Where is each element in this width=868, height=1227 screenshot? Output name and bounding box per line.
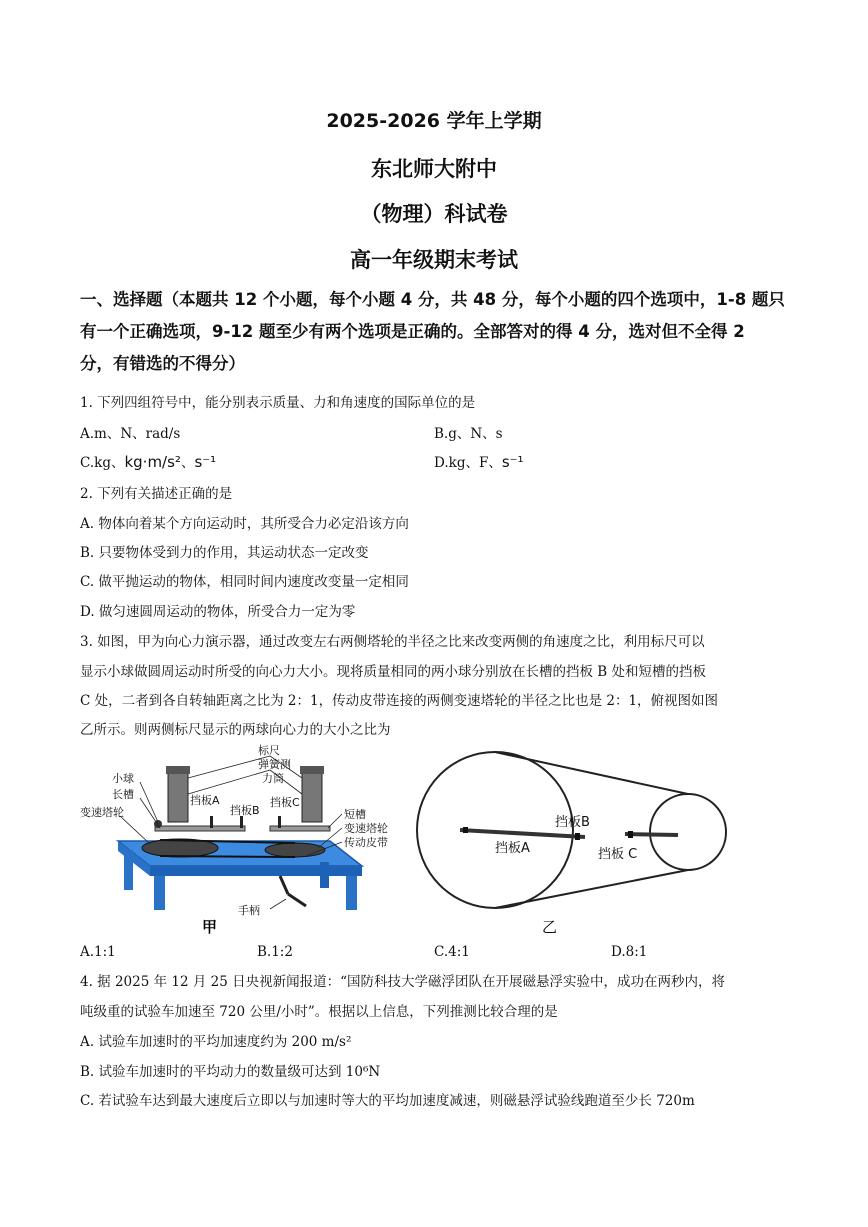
q2-option-c: C. 做平抛运动的物体，相同时间内速度改变量一定相同 — [80, 574, 409, 590]
q3-stem-line: C 处，二者到各自转轴距离之比为 2：1，传动皮带连接的两侧变速塔轮的半径之比也是 2：1，俯视图如图 — [80, 693, 719, 709]
q1-stem: 1. 下列四组符号中，能分别表示质量、力和角速度的国际单位的是 — [80, 395, 476, 411]
q1-option-c-unit2: s⁻¹ — [194, 453, 217, 471]
caption-jia: 甲 — [202, 918, 218, 936]
caption-yi: 乙 — [542, 918, 558, 936]
q3-option-b: B.1:2 — [257, 944, 293, 960]
label-spring-1: 弹簧测 — [258, 758, 291, 771]
q1-option-b: B.g、N、s — [434, 426, 503, 442]
q4-option-b: B. 试验车加速时的平均动力的数量级可达到 10⁶N — [80, 1064, 381, 1080]
q3-option-a: A.1:1 — [80, 944, 116, 960]
right-pulley — [265, 843, 325, 857]
label-spring-2: 力筒 — [262, 772, 284, 785]
label-belt: 传动皮带 — [344, 836, 388, 849]
exam-title: 高一年级期末考试 — [350, 248, 518, 272]
figure-jia — [80, 744, 388, 936]
belt-bottom — [495, 870, 688, 908]
section-instructions — [80, 284, 792, 380]
section-line: 有一个正确选项，9-12 题至少有两个选项是正确的。全部答对的得 4 分，选对但不全得 2 — [80, 322, 745, 341]
long-groove-top — [460, 830, 585, 837]
long-groove — [155, 826, 245, 831]
label-baffle-c: 挡板C — [270, 796, 300, 809]
apparatus-table-front — [150, 866, 362, 876]
label-pulley-left: 变速塔轮 — [80, 806, 124, 819]
q3-option-c: C.4:1 — [434, 944, 470, 960]
label-pulley-right: 变速塔轮 — [344, 822, 388, 835]
q4-option-a: A. 试验车加速时的平均加速度约为 200 m/s² — [80, 1034, 352, 1050]
q2-option-a: A. 物体向着某个方向运动时，其所受合力必定沿该方向 — [80, 516, 409, 532]
q1-option-d-prefix: D.kg、F、 — [434, 455, 502, 471]
right-spring-cylinder — [302, 770, 322, 822]
label-ball: 小球 — [112, 772, 134, 785]
q4-option-c: C. 若试验车达到最大速度后立即以与加速时等大的平均加速度减速，则磁悬浮试验线跑道至少长 720m — [80, 1093, 695, 1109]
label-baffle-a: 挡板A — [190, 794, 220, 807]
label-yi-baffle-a: 挡板A — [495, 841, 530, 856]
q1-option-a: A.m、N、rad/s — [80, 426, 181, 442]
q3-figures — [80, 744, 780, 939]
school-title: 东北师大附中 — [371, 157, 497, 181]
apparatus-leg — [320, 862, 329, 888]
q1-option-d-unit: s⁻¹ — [501, 453, 524, 471]
q3-stem-line: 乙所示。则两侧标尺显示的两球向心力的大小之比为 — [80, 722, 391, 738]
apparatus-leg — [154, 876, 165, 910]
apparatus-leg — [124, 850, 133, 890]
label-ruler: 标尺 — [258, 744, 280, 757]
section-line: 分，有错选的不得分） — [80, 354, 245, 373]
left-spring-cylinder — [168, 770, 188, 822]
label-crank: 手柄 — [238, 904, 260, 917]
subject-title: （物理）科试卷 — [360, 202, 508, 226]
q1-option-c — [80, 451, 216, 471]
q1-option-c-prefix: C.kg、 — [80, 455, 125, 471]
q2-option-d: D. 做匀速圆周运动的物体，所受合力一定为零 — [80, 604, 356, 620]
figure-yi — [417, 752, 726, 936]
belt-top — [495, 752, 688, 794]
section-line: 一、选择题（本题共 12 个小题，每个小题 4 分，共 48 分，每个小题的四个选项中，1-8 题只 — [80, 290, 785, 309]
label-short-groove: 短槽 — [344, 808, 366, 821]
small-pulley-circle — [650, 794, 726, 870]
q4-stem-line: 吨级重的试验车加速至 720 公里/小时”。根据以上信息，下列推测比较合理的是 — [80, 1004, 558, 1020]
apparatus-leg — [346, 876, 357, 910]
q1-option-c-unit1: kg·m/s² — [124, 453, 181, 471]
label-long-groove: 长槽 — [112, 788, 134, 801]
q3-option-d: D.8:1 — [611, 944, 648, 960]
q1-option-d — [434, 451, 524, 471]
year-term-title: 2025-2026 学年上学期 — [326, 110, 542, 132]
q2-stem: 2. 下列有关描述正确的是 — [80, 486, 233, 502]
q4-stem-line: 4. 据 2025 年 12 月 25 日央视新闻报道：“国防科技大学磁浮团队在开展磁悬浮实验中，成功在两秒内，将 — [80, 974, 726, 990]
label-baffle-b: 挡板B — [230, 804, 260, 817]
q1-option-c-sep: 、 — [180, 455, 195, 471]
q2-option-b: B. 只要物体受到力的作用，其运动状态一定改变 — [80, 545, 369, 561]
q3-stem-line: 3. 如图，甲为向心力演示器，通过改变左右两侧塔轮的半径之比来改变两侧的角速度之比，利用标尺可以 — [80, 634, 705, 650]
label-yi-baffle-b: 挡板B — [555, 815, 590, 830]
q3-stem-line: 显示小球做圆周运动时所受的向心力大小。现将质量相同的两小球分别放在长槽的挡板 B 处和短槽的挡板 — [80, 664, 707, 680]
label-yi-baffle-c: 挡板 C — [598, 847, 638, 862]
